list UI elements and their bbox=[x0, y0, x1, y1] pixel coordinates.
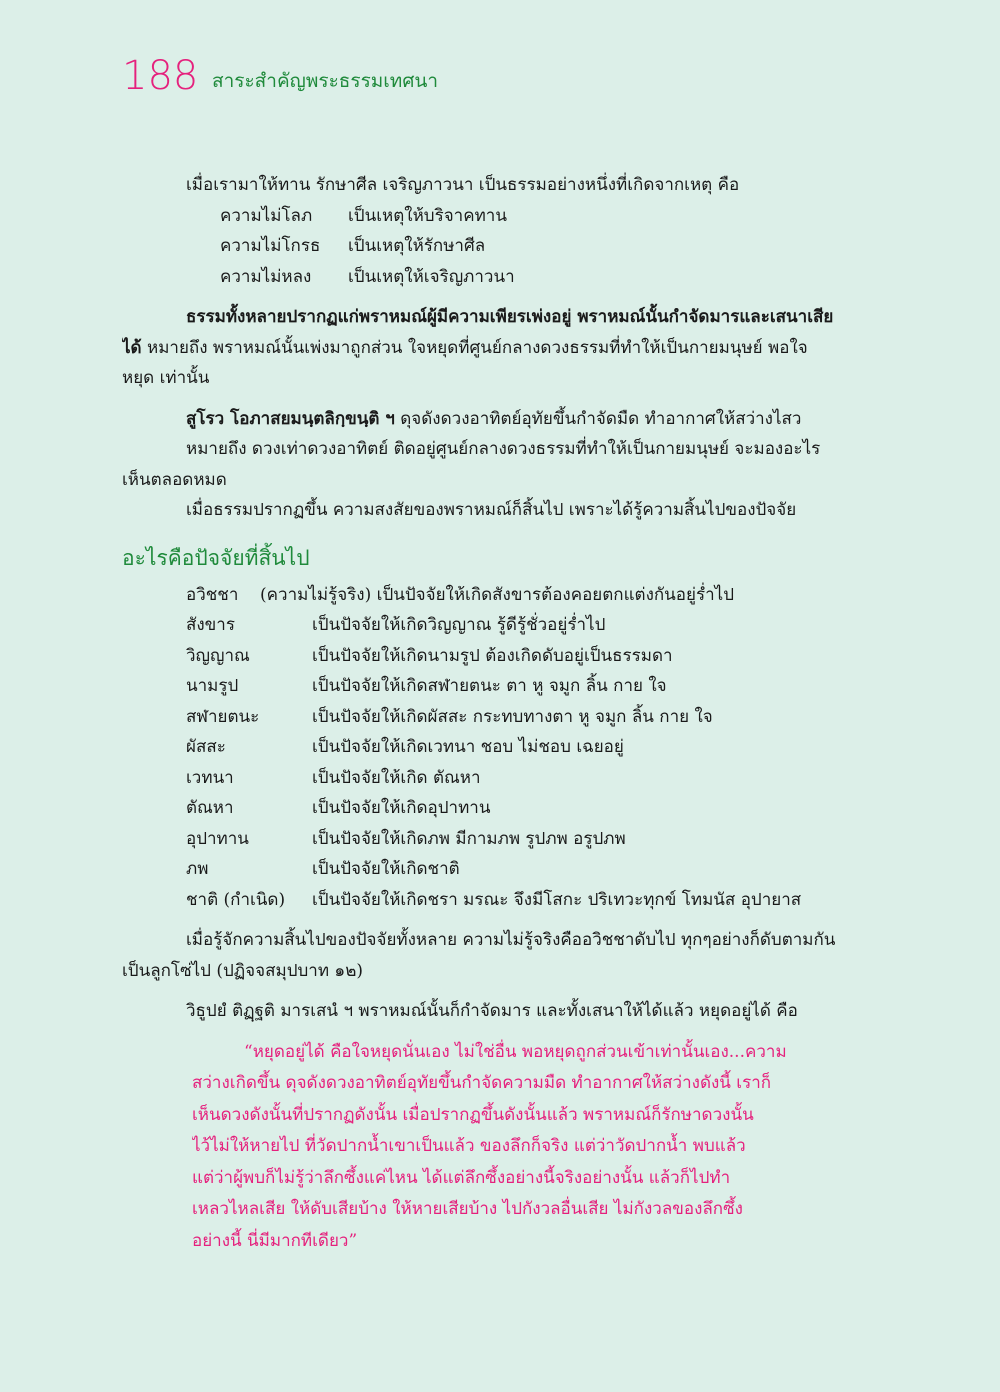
factor-desc: เป็นปัจจัยให้เกิดชาติ bbox=[312, 859, 460, 879]
factor-row bbox=[122, 885, 862, 916]
quote-line: สว่างเกิดขึ้น ดุจดังดวงอาทิตย์อุทัยขึ้นกำจัดความมืด ทำอากาศให้สว่างดังนี้ เราก็ bbox=[192, 1073, 772, 1093]
text-span: หมายถึง พราหมณ์นั้นเพ่งมาถูกส่วน ใจหยุดที่ศูนย์กลางดวงธรรมที่ทำให้เป็นกายมนุษย์ พอใจ bbox=[141, 337, 808, 358]
factor-term: ชาติ (กำเนิด) bbox=[186, 889, 286, 910]
paragraph-line: วิธูปยํ ติฏฺฐติ มารเสนํ ฯ พราหมณ์นั้นก็กำจัดมาร และทั้งเสนาให้ได้แล้ว หยุดอยู่ได้ คือ bbox=[186, 1001, 798, 1021]
cause-term: ความไม่หลง bbox=[220, 266, 312, 287]
factor-row bbox=[122, 793, 862, 824]
book-title: สาระสำคัญพระธรรมเทศนา bbox=[212, 70, 439, 92]
paragraph-line: เป็นลูกโซ่ไป (ปฏิจจสมุปบาท ๑๒) bbox=[122, 960, 364, 981]
factor-term: อวิชชา bbox=[186, 584, 239, 605]
factor-desc: (ความไม่รู้จริง) เป็นปัจจัยให้เกิดสังขารต้องคอยตกแต่งกันอยู่ร่ำไป bbox=[260, 584, 734, 605]
quote-line: “หยุดอยู่ได้ คือใจหยุดนั่นเอง ไม่ใช่อื่น พอหยุดถูกส่วนเข้าเท่านั้นเอง...ความ bbox=[244, 1041, 787, 1062]
cause-desc: เป็นเหตุให้รักษาศีล bbox=[348, 236, 486, 256]
factor-desc: เป็นปัจจัยให้เกิดผัสสะ กระทบทางตา หู จมูก ลิ้น กาย ใจ bbox=[312, 706, 713, 727]
cause-row bbox=[122, 231, 862, 262]
factor-term: สฬายตนะ bbox=[186, 706, 260, 727]
factor-row bbox=[122, 671, 862, 702]
quote-line: แต่ว่าผู้พบก็ไม่รู้ว่าลึกซึ้งแค่ไหน ได้แต่ลึกซึ้งอย่างนี้จริงอย่างนั้น แล้วก็ไปทำ bbox=[192, 1167, 731, 1188]
page-number: 188 bbox=[122, 53, 199, 99]
factor-list bbox=[122, 580, 862, 916]
quote-block bbox=[122, 1037, 862, 1258]
factor-term: นามรูป bbox=[186, 676, 239, 696]
factor-row bbox=[122, 610, 862, 641]
factor-row bbox=[122, 580, 862, 611]
paragraph-line bbox=[122, 333, 862, 364]
paragraph-line: เมื่อรู้จักความสิ้นไปของปัจจัยทั้งหลาย ความไม่รู้จริงคืออวิชชาดับไป ทุกๆอย่างก็ดับตามกัน bbox=[186, 930, 836, 950]
factor-desc: เป็นปัจจัยให้เกิดนามรูป ต้องเกิดดับอยู่เป็นธรรมดา bbox=[312, 645, 673, 666]
cause-term: ความไม่โลภ bbox=[220, 205, 313, 226]
factor-term: เวทนา bbox=[186, 767, 234, 788]
quote-line: เหลวไหลเสีย ให้ดับเสียบ้าง ให้หายเสียบ้าง ไปกังวลอื่นเสีย ไม่กังวลของลึกซึ้ง bbox=[192, 1199, 743, 1219]
paragraph-line: หยุด เท่านั้น bbox=[122, 368, 210, 388]
section-heading: อะไรคือปัจจัยที่สิ้นไป bbox=[122, 545, 310, 570]
factor-desc: เป็นปัจจัยให้เกิด ตัณหา bbox=[312, 767, 481, 788]
paragraph-line: หมายถึง ดวงเท่าดวงอาทิตย์ ติดอยู่ศูนย์กลางดวงธรรมที่ทำให้เป็นกายมนุษย์ จะมองอะไร bbox=[186, 439, 821, 459]
factor-term: ผัสสะ bbox=[186, 737, 226, 757]
factor-desc: เป็นปัจจัยให้เกิดวิญญาณ รู้ดีรู้ชั่วอยู่ร่ำไป bbox=[312, 615, 606, 635]
cause-row bbox=[122, 201, 862, 232]
factor-term: ภพ bbox=[186, 859, 209, 879]
paragraph-bold-line: ธรรมทั้งหลายปรากฏแก่พราหมณ์ผู้มีความเพียรเพ่งอยู่ พราหมณ์นั้นกำจัดมารและเสนาเสีย bbox=[186, 307, 834, 327]
page-body bbox=[122, 170, 862, 1257]
paragraph-line bbox=[122, 404, 862, 435]
factor-row bbox=[122, 824, 862, 855]
quote-line: ไว้ไม่ให้หายไป ที่วัดปากน้ำเขาเป็นแล้ว ของลึกก็จริง แต่ว่าวัดปากน้ำ พบแล้ว bbox=[192, 1136, 746, 1156]
cause-term: ความไม่โกรธ bbox=[220, 236, 321, 256]
factor-term: อุปาทาน bbox=[186, 828, 249, 849]
quote-line: เห็นดวงดังนั้นที่ปรากฏดังนั้น เมื่อปรากฏขึ้นดังนั้นแล้ว พราหมณ์ก็รักษาดวงนั้น bbox=[192, 1104, 754, 1125]
factor-row bbox=[122, 854, 862, 885]
factor-term: ตัณหา bbox=[186, 798, 234, 818]
factor-desc: เป็นปัจจัยให้เกิดสฬายตนะ ตา หู จมูก ลิ้น กาย ใจ bbox=[312, 676, 667, 696]
factor-term: วิญญาณ bbox=[186, 645, 250, 666]
text-span: ดุจดังดวงอาทิตย์อุทัยขึ้นกำจัดมืด ทำอากาศให้สว่างไสว bbox=[394, 408, 802, 429]
paragraph-line: เห็นตลอดหมด bbox=[122, 469, 227, 490]
factor-desc: เป็นปัจจัยให้เกิดอุปาทาน bbox=[312, 798, 491, 818]
factor-desc: เป็นปัจจัยให้เกิดภพ มีกามภพ รูปภพ อรูปภพ bbox=[312, 828, 626, 849]
bold-word: ได้ bbox=[122, 337, 142, 358]
cause-row bbox=[122, 262, 862, 293]
factor-row bbox=[122, 763, 862, 794]
cause-desc: เป็นเหตุให้บริจาคทาน bbox=[348, 205, 507, 226]
paragraph-intro: เมื่อเรามาให้ทาน รักษาศีล เจริญภาวนา เป็นธรรมอย่างหนึ่งที่เกิดจากเหตุ คือ bbox=[186, 175, 740, 195]
factor-row bbox=[122, 702, 862, 733]
factor-row bbox=[122, 641, 862, 672]
factor-row bbox=[122, 732, 862, 763]
pali-phrase: สูโรว โอภาสยมนฺตลิกฺขนฺติ ฯ bbox=[186, 408, 395, 429]
cause-desc: เป็นเหตุให้เจริญภาวนา bbox=[348, 266, 515, 287]
quote-line: อย่างนี้ นี่มีมากทีเดียว” bbox=[192, 1230, 358, 1251]
factor-term: สังขาร bbox=[186, 615, 235, 635]
paragraph-line: เมื่อธรรมปรากฏขึ้น ความสงสัยของพราหมณ์ก็สิ้นไป เพราะได้รู้ความสิ้นไปของปัจจัย bbox=[186, 500, 797, 520]
factor-desc: เป็นปัจจัยให้เกิดเวทนา ชอบ ไม่ชอบ เฉยอยู่ bbox=[312, 737, 624, 757]
factor-desc: เป็นปัจจัยให้เกิดชรา มรณะ จึงมีโสกะ ปริเทวะทุกข์ โทมนัส อุปายาส bbox=[312, 889, 802, 910]
